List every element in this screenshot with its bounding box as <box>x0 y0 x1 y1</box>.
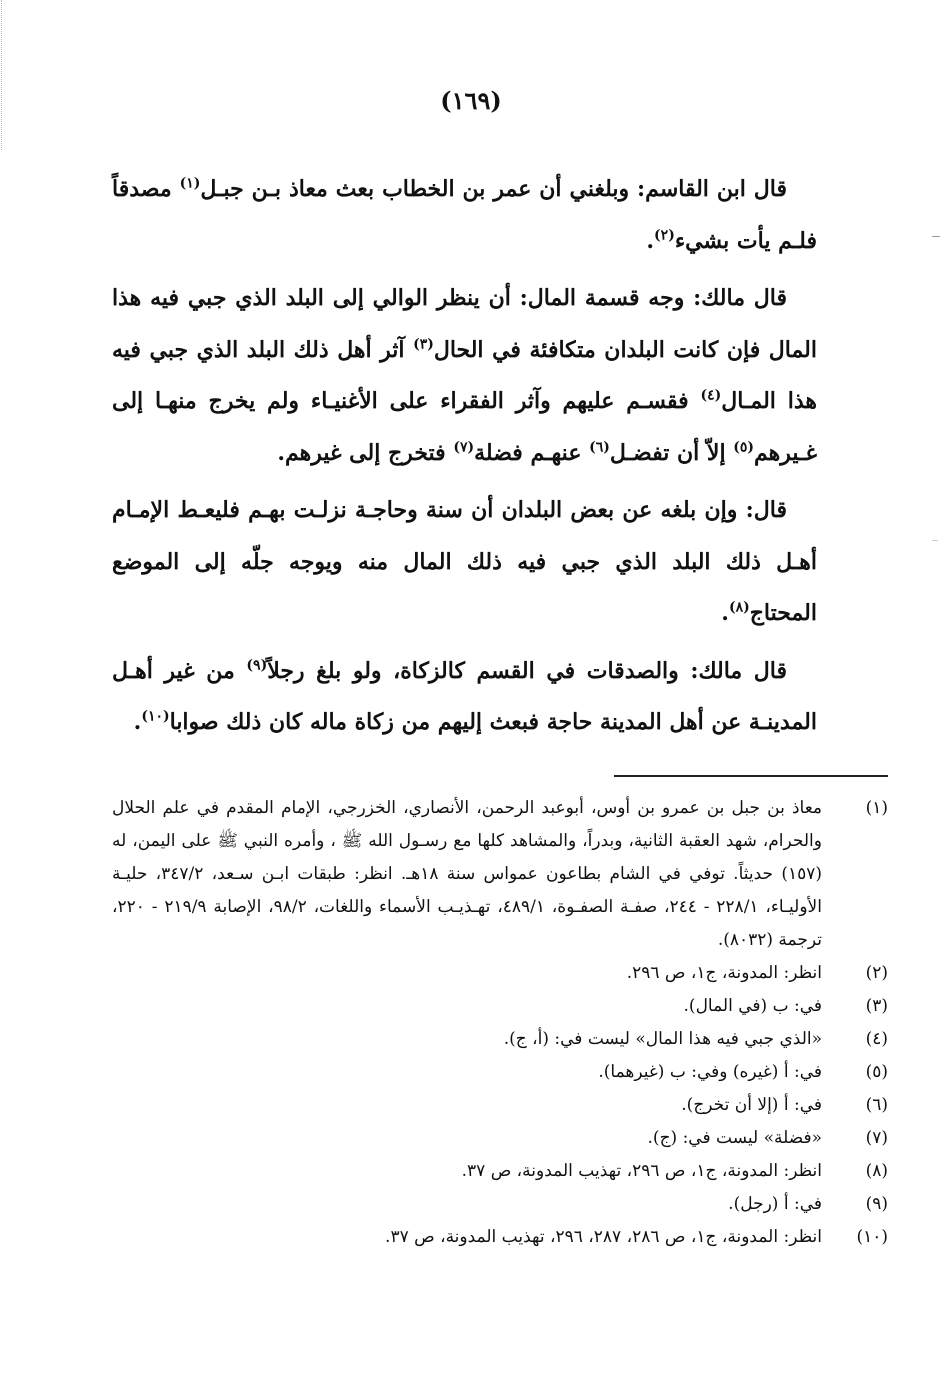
footnote <box>112 1221 888 1254</box>
paragraph-text: آثر أهل ذلك البلد الذي جبي فيه هذا المـال <box>112 336 817 414</box>
paragraph-text: مصدقاً فلـم يأت بشيء <box>112 176 817 254</box>
footnote <box>112 1155 888 1188</box>
footnote-text: «الذي جبي فيه هذا المال» ليست في: (أ، ج). <box>503 1029 822 1049</box>
footnote-ref[interactable]: (٨) <box>728 599 750 616</box>
footnote-number: (٢) <box>865 963 888 983</box>
scan-margin-mark <box>932 236 940 237</box>
paragraph <box>112 273 817 479</box>
paragraph-text: . <box>133 709 142 735</box>
footnote-text: في: أ (إلا أن تخرج). <box>681 1095 822 1115</box>
paragraph-text: عنهـم فضلة <box>474 439 590 466</box>
footnote-number: (٣) <box>865 996 888 1016</box>
footnote-ref[interactable]: (١) <box>179 175 201 192</box>
scan-margin-mark <box>932 540 938 541</box>
paragraph-text: قال: وإن بلغه عن بعض البلدان أن سنة وحاجـة نزلـت بهـم فليعـط الإمـام أهـل ذلك البلد الذي جبي فيه ذلك المال منه ويوجه جلّه إلى الموضع المحتاج <box>112 497 817 626</box>
footnote-number: (١٠) <box>856 1227 888 1247</box>
footnote-ref[interactable]: (٩) <box>246 657 268 674</box>
footnote-ref[interactable]: (٣) <box>413 336 434 353</box>
footnote-ref[interactable]: (١٠) <box>141 708 170 725</box>
footnote-text: «فضلة» ليست في: (ج). <box>647 1128 822 1148</box>
footnote-number: (٩) <box>865 1194 888 1214</box>
paragraph-text: من غير أهـل المدينـة عن أهل المدينة حاجة فبعث إليهم من زكاة ماله كان ذلك صوابا <box>112 657 817 735</box>
paragraph-text: فتخرج إلى غيرهم. <box>277 439 454 466</box>
footnote-text: انظر: المدونة، ج١، ص ٢٨٦، ٢٨٧، ٢٩٦، تهذيب المدونة، ص ٣٧. <box>385 1227 822 1247</box>
paragraph-text: . <box>721 600 729 626</box>
footnote-number: (١) <box>865 798 888 818</box>
footnote <box>112 1023 888 1056</box>
main-text <box>112 164 817 749</box>
footnote-text: انظر: المدونة، ج١، ص ٢٩٦. <box>626 963 822 983</box>
footnote-separator <box>614 775 888 777</box>
paragraph-text: قال ابن القاسم: وبلغني أن عمر بن الخطاب بعث معاذ بـن جبـل <box>200 176 787 202</box>
paragraph <box>112 164 817 267</box>
footnote-number: (٤) <box>865 1029 888 1049</box>
footnote-ref[interactable]: (٧) <box>453 439 475 456</box>
footnote-text: في: أ (رجل). <box>728 1194 822 1214</box>
footnote <box>112 957 888 990</box>
footnote-ref[interactable]: (٥) <box>733 439 755 456</box>
paragraph <box>112 646 817 749</box>
footnote <box>112 1188 888 1221</box>
footnote-number: (٦) <box>865 1095 888 1115</box>
page-number: (١٦٩) <box>440 86 502 115</box>
paragraph-text: فقسـم عليهم وآثر الفقراء على الأغنيـاء ولم يخرج منهـا إلى غـيرهم <box>112 388 817 466</box>
footnote <box>112 1089 888 1122</box>
footnote-ref[interactable]: (٢) <box>654 227 675 244</box>
footnote <box>112 1056 888 1089</box>
paragraph-text: قال مالك: والصدقات في القسم كالزكاة، ولو بلغ رجلاً <box>267 657 787 684</box>
scan-edge-mark <box>1 0 2 150</box>
paragraph-text: قال مالك: وجه قسمة المال: أن ينظر الوالي إلى البلد الذي جبي فيه هذا المال فإن كانت البلدان متكافئة في الحال <box>112 285 817 363</box>
footnote-text: معاذ بن جبل بن عمرو بن أوس، أبوعبد الرحمن، الأنصاري، الخزرجي، الإمام المقدم في علم الحلال والحرام، شهد العقبة الثانية، وبدراً، والمشاهد كلها مع رسـول الله ﷺ ، وأمره النبي ﷺ على اليمن، له (١٥٧) حديثاً. توفي في الشام بطاعون عمواس سنة ١٨هـ. انظر: طبقات ابـن سـعد، ٣٤٧/٢، حليـة الأوليـاء، ٢٢٨/١ - ٢٤٤، صفـة الصفـوة، ٤٨٩/١، تهـذيـب الأسماء واللغات، ٩٨/٢، الإصابة ٢١٩/٩ - ٢٢٠، ترجمة (٨٠٣٢). <box>112 798 822 950</box>
footnote <box>112 990 888 1023</box>
paragraph <box>112 485 817 640</box>
footnote <box>112 1122 888 1155</box>
footnote-text: انظر: المدونة، ج١، ص ٢٩٦، تهذيب المدونة، ص ٣٧. <box>461 1161 822 1181</box>
paragraph-text: إلاّ أن تفضـل <box>609 439 734 466</box>
footnote-ref[interactable]: (٦) <box>589 439 610 456</box>
footnote-text: في: ب (في المال). <box>683 996 822 1016</box>
paragraph-text: . <box>646 227 655 254</box>
footnote-ref[interactable]: (٤) <box>700 387 722 404</box>
footnote-number: (٥) <box>865 1062 888 1082</box>
footnote <box>112 792 888 957</box>
footnote-number: (٧) <box>865 1128 888 1148</box>
footnote-text: في: أ (غيره) وفي: ب (غيرهما). <box>598 1062 822 1082</box>
footnotes <box>112 792 888 1254</box>
footnote-number: (٨) <box>865 1161 888 1181</box>
